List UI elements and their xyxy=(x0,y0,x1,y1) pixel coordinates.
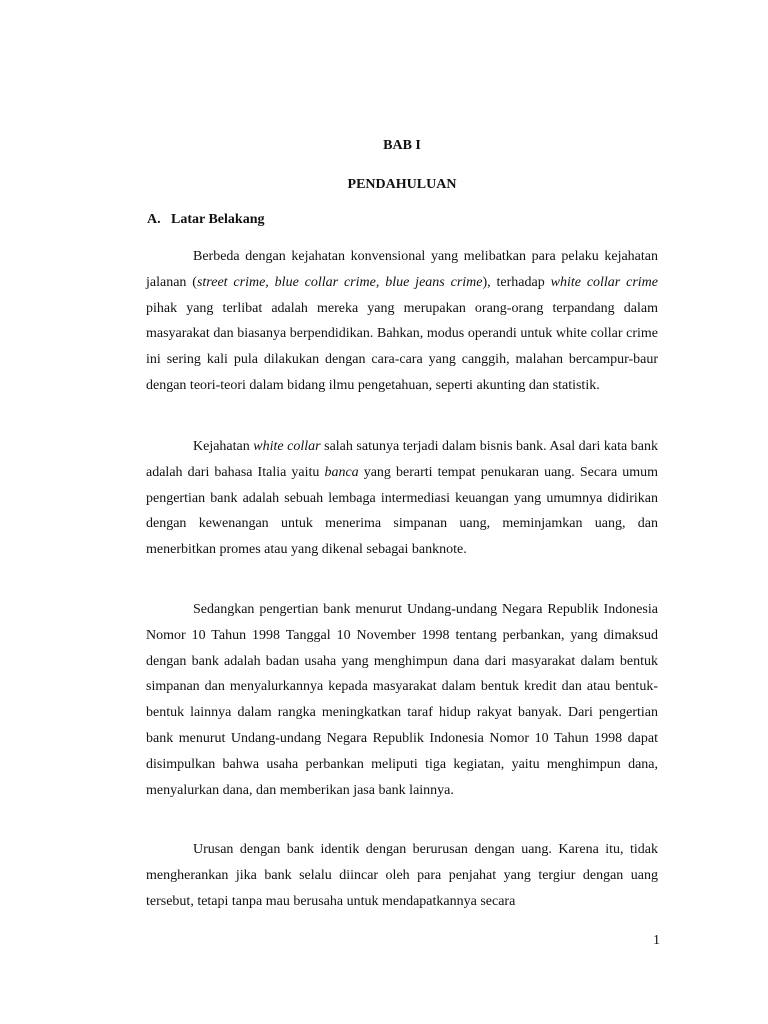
section-letter: A. xyxy=(147,212,161,227)
section-title: Latar Belakang xyxy=(171,212,265,227)
paragraph-2-text-e: yang berarti tempat penukaran uang. Secara umum pengertian bank adalah sebuah lembaga intermediasi keuangan yang umumnya didirikan dengan kewenangan untuk menerima simpanan uang, meminjamkan uang, dan menerbitkan promes atau yang dikenal sebagai banknote. xyxy=(146,464,658,558)
paragraph-2 xyxy=(146,434,658,563)
section-heading xyxy=(147,212,264,228)
paragraph-4 xyxy=(146,837,658,914)
paragraph-1-text-a: Berbeda dengan kejahatan konvensional yang melibatkan para pelaku kejahatan jalanan ( xyxy=(146,249,658,290)
page-number: 1 xyxy=(653,933,660,948)
paragraph-3 xyxy=(146,597,658,803)
paragraph-1-italic-crime-terms: street crime, blue collar crime, blue jeans crime xyxy=(196,274,483,290)
paragraph-2-italic-white-collar: white collar xyxy=(253,439,321,454)
paragraph-3-text: Sedangkan pengertian bank menurut Undang-undang Negara Republik Indonesia Nomor 10 Tahun 1998 Tanggal 10 November 1998 tentang perbankan, yang dimaksud dengan bank adalah badan usaha yang menghimpun dana dari masyarakat dalam bentuk simpanan dan menyalurkannya kepada masyarakat dalam bentuk kredit dan atau bentuk-bentuk lainnya dalam rangka meningkatkan taraf hidup rakyat banyak. Dari pengertian bank menurut Undang-undang Negara Republik Indonesia Nomor 10 Tahun 1998 dapat disimpulkan bahwa usaha perbankan meliputi tiga kegiatan, yaitu menghimpun dana, menyalurkan dana, dan memberikan jasa bank lainnya. xyxy=(146,602,658,798)
paragraph-1-italic-white-collar-crime: white collar crime xyxy=(550,274,659,290)
paragraph-2-text-c: salah satunya terjadi dalam bisnis bank. Asal dari kata bank adalah dari bahasa Italia yaitu xyxy=(146,439,658,480)
chapter-number: BAB I xyxy=(383,138,421,153)
paragraph-2-text-a: Kejahatan xyxy=(193,439,254,454)
chapter-title: PENDAHULUAN xyxy=(347,177,457,192)
paragraph-2-italic-banca: banca xyxy=(324,464,359,480)
paragraph-1-text-c: ), terhadap xyxy=(482,274,551,290)
paragraph-4-text: Urusan dengan bank identik dengan berurusan dengan uang. Karena itu, tidak mengherankan jika bank selalu diincar oleh para penjahat yang tergiur dengan uang tersebut, tetapi tanpa mau berusaha untuk mendapatkannya secara xyxy=(146,842,658,909)
paragraph-1-text-e: pihak yang terlibat adalah mereka yang merupakan orang-orang terpandang dalam masyarakat dan biasanya berpendidikan. Bahkan, modus operandi untuk white collar crime ini sering kali pula dilakukan dengan cara-cara yang canggih, malahan bercampur-baur dengan teori-teori dalam bidang ilmu pengetahuan, seperti akunting dan statistik. xyxy=(146,300,658,393)
paragraph-1 xyxy=(146,244,658,399)
